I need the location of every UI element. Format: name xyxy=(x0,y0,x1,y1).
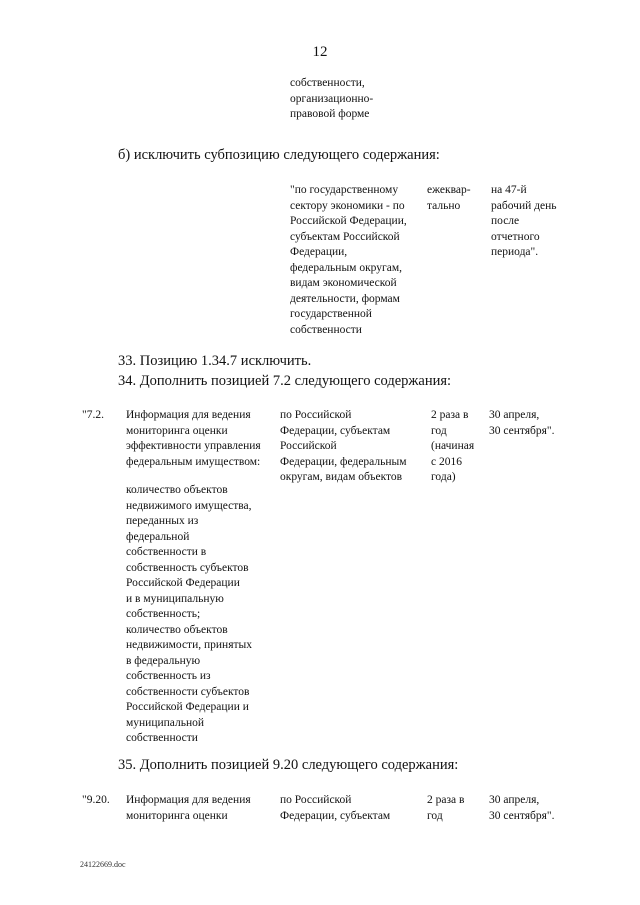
position-deadline: 30 апреля, 30 сентября". xyxy=(489,794,555,822)
item-34: 34. Дополнить позицией 7.2 следующего содержания: xyxy=(118,373,452,389)
page-number: 12 xyxy=(312,44,328,60)
position-number: "9.20. xyxy=(82,794,110,806)
position-breakdown: по Российской Федерации, субъектам xyxy=(280,794,391,822)
excluded-indicator: "по государственному сектору экономики - по Российской Федерации, субъектам Российской Федерации, федеральным округам, видам экономической деятельности, формам государственной собственности xyxy=(290,184,407,336)
position-periodicity: 2 раза в год (начиная с 2016 года) xyxy=(431,409,475,483)
position-deadline: 30 апреля, 30 сентября". xyxy=(489,409,555,437)
position-periodicity: 2 раза в год xyxy=(427,794,465,822)
position-name: Информация для ведения мониторинга оценки эффективности управления федеральным имуществом: xyxy=(126,409,261,468)
continuation-text: собственности, организационно- правовой форме xyxy=(290,77,374,120)
excluded-periodicity: ежеквар- тально xyxy=(427,184,471,212)
footer-doc-name: 24122669.doc xyxy=(80,860,126,869)
excluded-deadline: на 47-й рабочий день после отчетного периода". xyxy=(491,184,557,258)
item-33: 33. Позицию 1.34.7 исключить. xyxy=(118,353,312,369)
instruction-b: б) исключить субпозицию следующего содержания: xyxy=(118,147,440,163)
item-35: 35. Дополнить позицией 9.20 следующего содержания: xyxy=(118,757,459,773)
position-name: Информация для ведения мониторинга оценки xyxy=(126,794,251,822)
position-number: "7.2. xyxy=(82,409,104,421)
position-breakdown: по Российской Федерации, субъектам Российской Федерации, федеральным округам, видам объектов xyxy=(280,409,407,483)
position-details: количество объектов недвижимого имущества, переданных из федеральной собственности в собственность субъектов Российской Федерации и в муниципальную собственность; количество объектов недвижимости, принятых в федеральную собственность из собственности субъектов Российской Федерации и муниципальной собственности xyxy=(126,484,252,744)
